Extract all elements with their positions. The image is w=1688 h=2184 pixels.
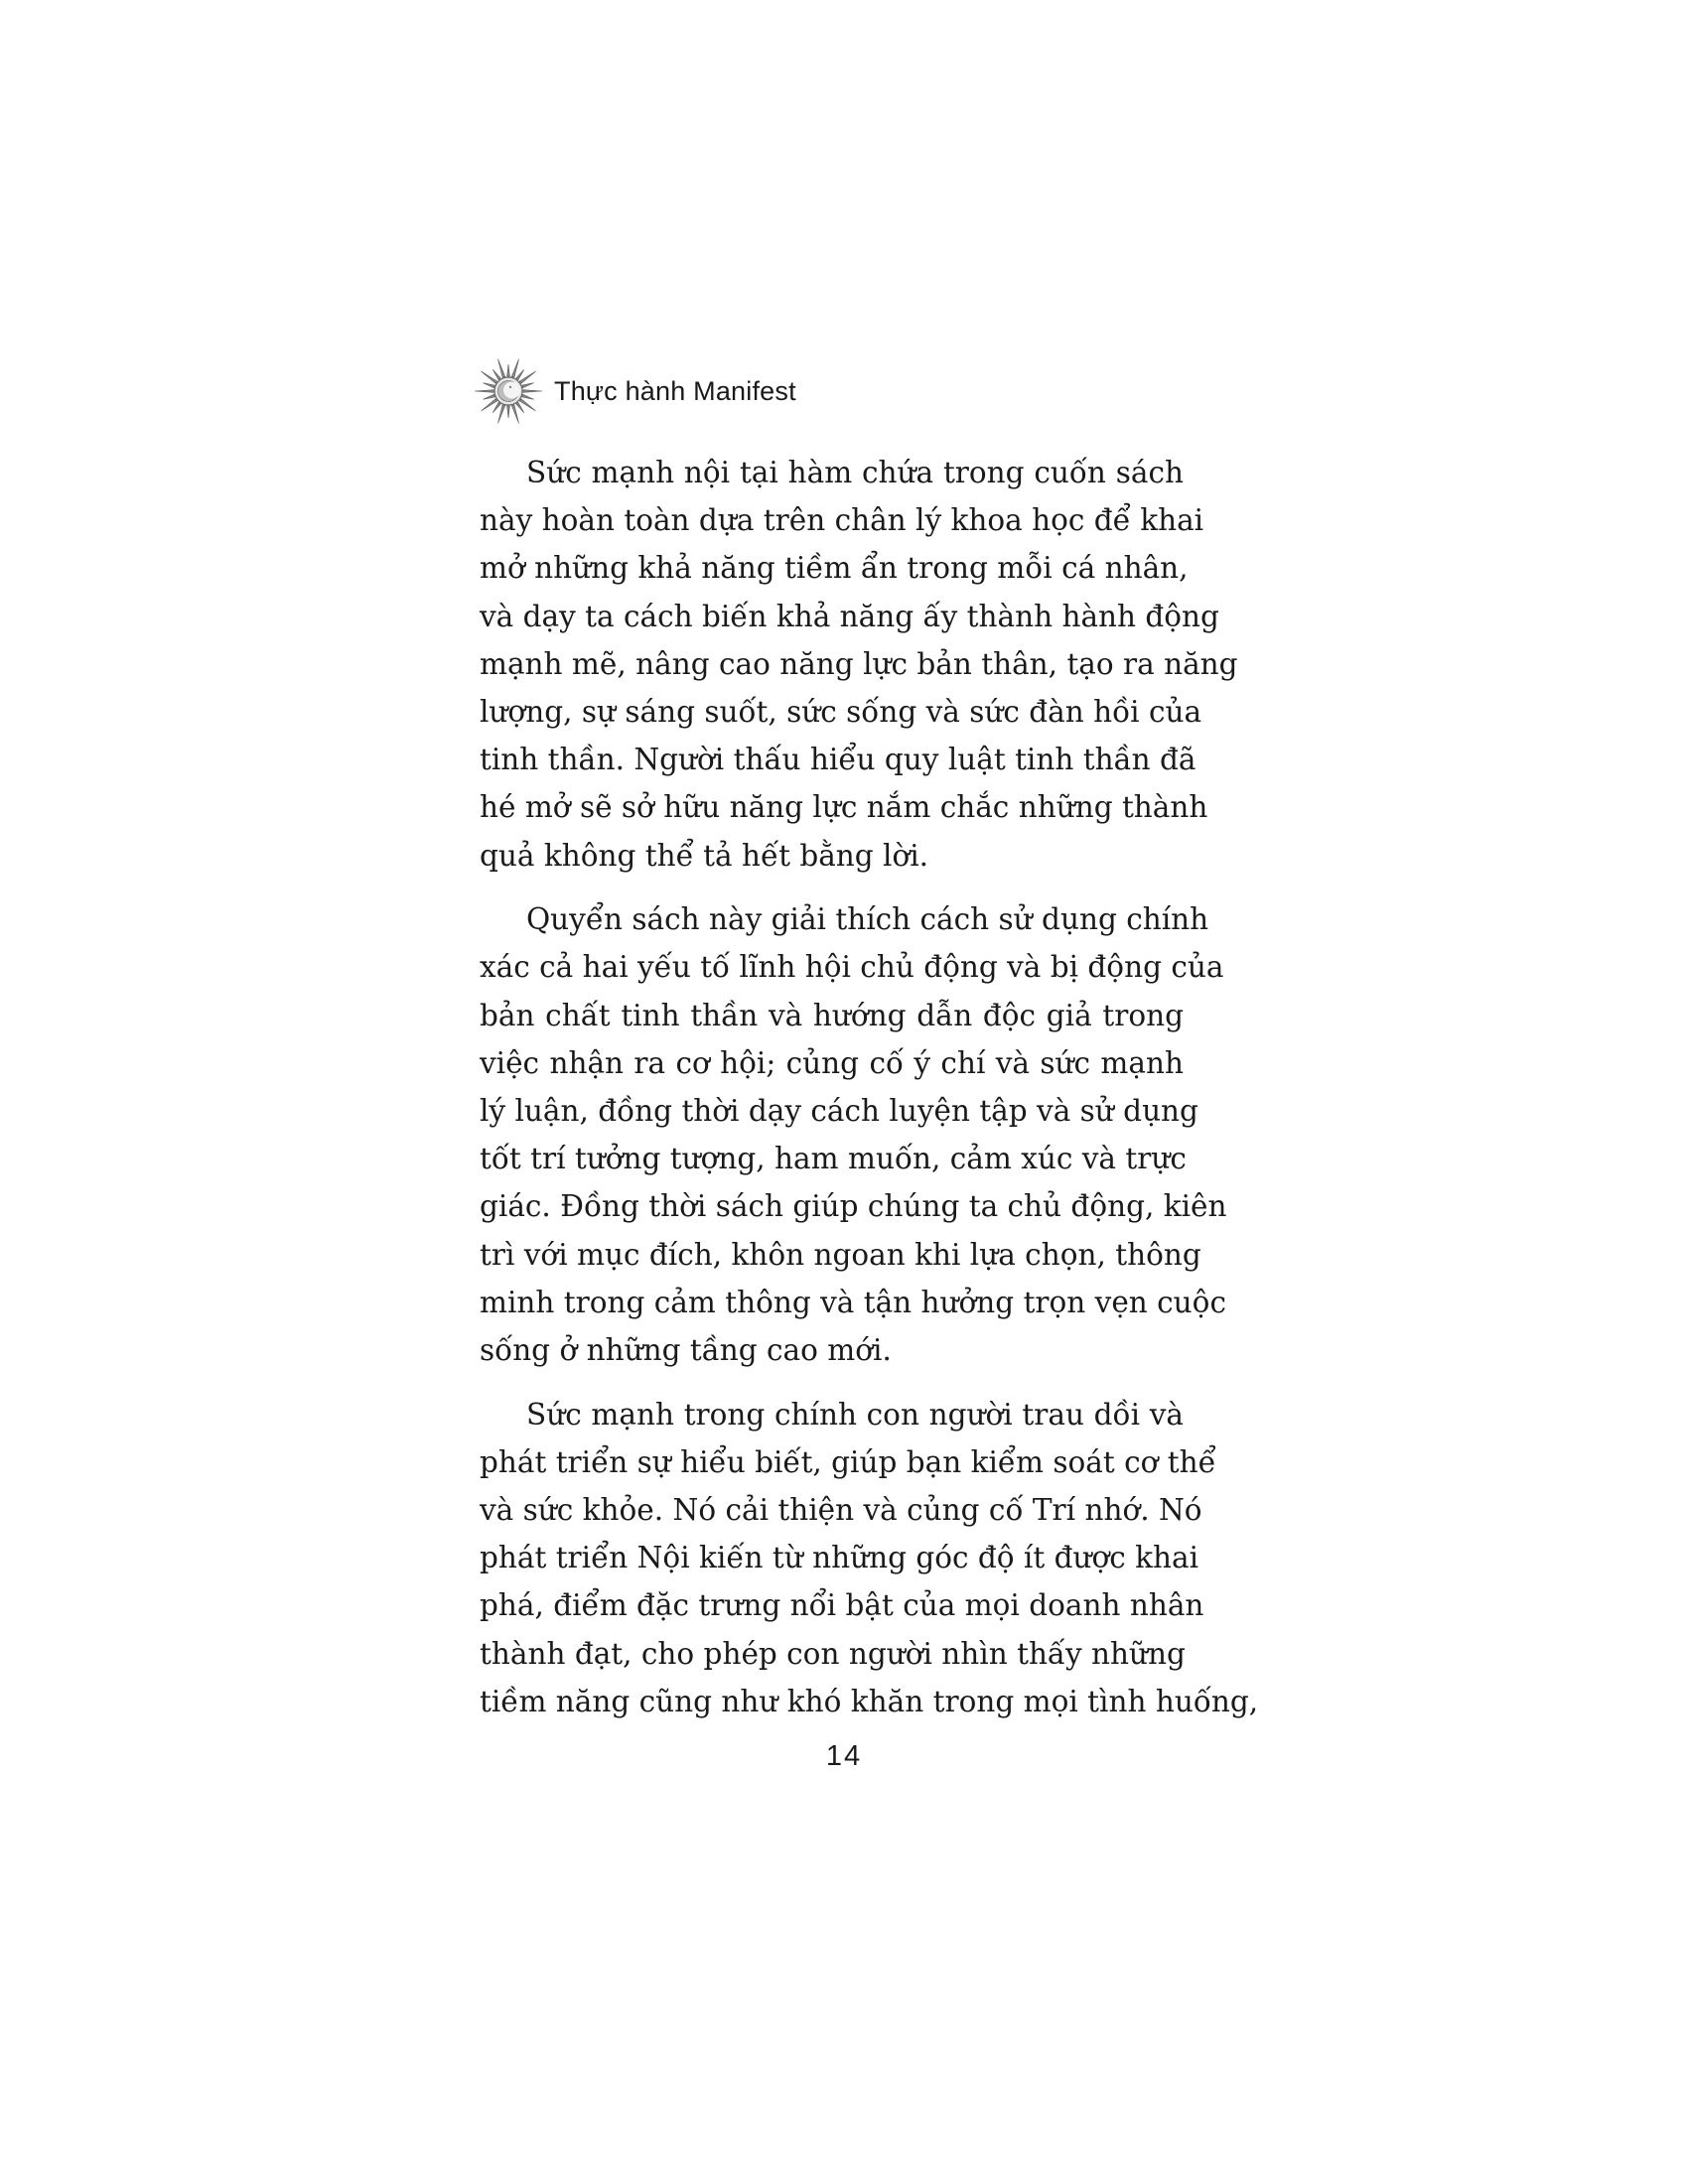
- running-header-title: Thực hành Manifest: [554, 375, 796, 406]
- paragraph: [480, 1391, 1259, 1725]
- text-line: tốt trí tưởng tượng, ham muốn, cảm xúc và trực: [480, 1142, 1187, 1176]
- page-number: 14: [825, 1740, 863, 1772]
- sun-ray: [483, 383, 494, 388]
- text-line: và dạy ta cách biến khả năng ấy thành hành động: [480, 599, 1219, 633]
- text-line: phá, điểm đặc trưng nổi bật của mọi doanh nhân: [480, 1588, 1204, 1623]
- text-line: tiềm năng cũng như khó khăn trong mọi tình huống,: [480, 1684, 1259, 1718]
- text-line: mạnh mẽ, nâng cao năng lực bản thân, tạo ra năng: [480, 646, 1238, 681]
- sun-ray: [523, 390, 542, 393]
- sun-ray: [511, 359, 518, 378]
- sun-ray: [492, 402, 500, 413]
- text-line: phát triển sự hiểu biết, giúp bạn kiểm soát cơ thể: [480, 1444, 1216, 1479]
- sun-ray: [516, 402, 524, 413]
- text-line: quả không thể tả hết bằng lời.: [480, 838, 929, 873]
- sun-ray: [497, 359, 504, 378]
- sun-ray: [507, 364, 510, 376]
- sun-moon-ornament-icon: [473, 355, 544, 427]
- sun-ray: [511, 405, 518, 424]
- running-header: [473, 353, 796, 429]
- paragraph: [480, 895, 1227, 1374]
- text-line: phát triển Nội kiến từ những góc độ ít được khai: [480, 1541, 1199, 1575]
- text-line: này hoàn toàn dựa trên chân lý khoa học để khai: [480, 503, 1204, 538]
- sun-ray: [492, 369, 500, 380]
- sun-ray: [522, 394, 534, 399]
- text-line: thành đạt, cho phép con người nhìn thấy những: [480, 1636, 1186, 1671]
- text-line: lượng, sự sáng suốt, sức sống và sức đàn hồi của: [480, 694, 1202, 729]
- text-line: Sức mạnh nội tại hàm chứa trong cuốn sách: [526, 456, 1184, 489]
- text-line: mở những khả năng tiềm ẩn trong mỗi cá nhân,: [480, 551, 1189, 586]
- sun-ray: [483, 394, 494, 399]
- sun-ray: [497, 405, 504, 424]
- paragraph: [480, 449, 1238, 880]
- text-line: việc nhận ra cơ hội; củng cố ý chí và sức mạnh: [480, 1045, 1184, 1080]
- sun-ray: [507, 406, 510, 418]
- text-line: và sức khỏe. Nó cải thiện và củng cố Trí nhớ. Nó: [480, 1492, 1202, 1527]
- sun-ray: [516, 369, 524, 380]
- text-line: xác cả hai yếu tố lĩnh hội chủ động và bị động của: [480, 950, 1224, 985]
- text-line: bản chất tinh thần và hướng dẫn độc giả trong: [480, 998, 1184, 1032]
- text-line: Quyển sách này giải thích cách sử dụng chính: [526, 902, 1209, 937]
- text-line: trì với mục đích, khôn ngoan khi lựa chọn, thông: [480, 1237, 1201, 1272]
- text-line: giác. Đồng thời sách giúp chúng ta chủ động, kiên: [480, 1189, 1227, 1224]
- text-line: minh trong cảm thông và tận hưởng trọn vẹn cuộc: [480, 1285, 1226, 1319]
- text-line: sống ở những tầng cao mới.: [480, 1332, 892, 1367]
- text-line: Sức mạnh trong chính con người trau dồi và: [526, 1397, 1184, 1432]
- text-line: hé mở sẽ sở hữu năng lực nắm chắc những thành: [480, 790, 1208, 825]
- body-text: [480, 449, 1259, 1741]
- sun-ray: [522, 383, 534, 388]
- sun-ray: [475, 390, 493, 393]
- text-line: lý luận, đồng thời dạy cách luyện tập và sử dụng: [480, 1093, 1198, 1128]
- text-line: tinh thần. Người thấu hiểu quy luật tinh thần đã: [480, 743, 1196, 777]
